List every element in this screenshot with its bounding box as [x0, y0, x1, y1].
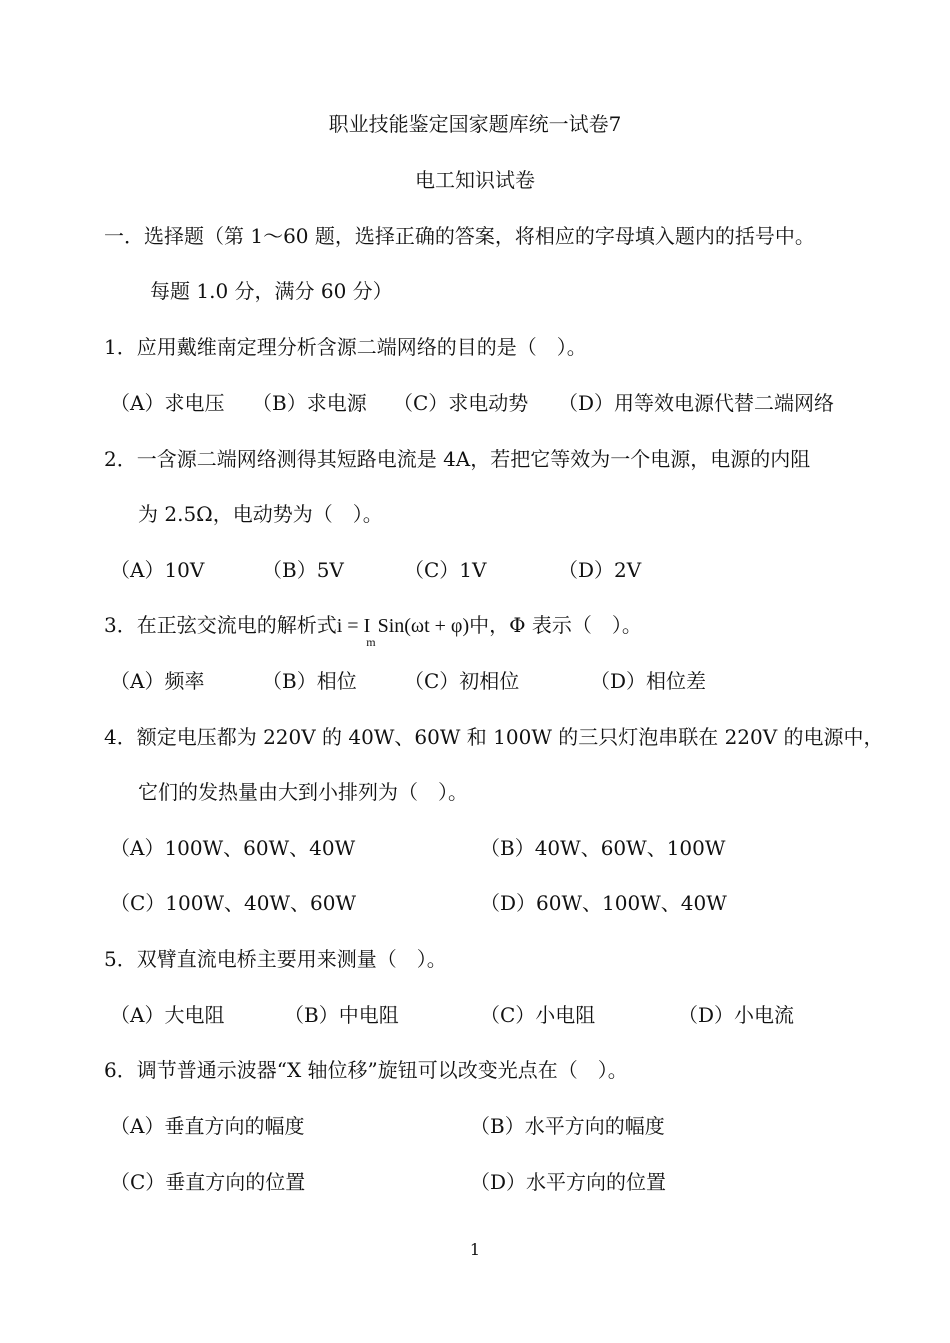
question-5-option-b: （B）中电阻: [284, 1003, 399, 1027]
question-4-option-b: （B）40W、60W、100W: [480, 836, 726, 860]
question-6-stem: 6．调节普通示波器“X 轴位移”旋钮可以改变光点在（ ）。: [104, 1058, 628, 1082]
question-3-formula-main: i = I: [336, 615, 371, 637]
exam-title: 职业技能鉴定国家题库统一试卷7: [328, 112, 622, 136]
question-3-option-a: （A）频率: [110, 669, 205, 693]
question-2-option-d: （D）2V: [558, 558, 642, 582]
question-4-option-a: （A）100W、60W、40W: [110, 836, 356, 860]
question-4-option-c: （C）100W、40W、60W: [110, 891, 357, 915]
section-note: 每题 1.0 分，满分 60 分）: [150, 279, 393, 303]
question-5-option-a: （A）大电阻: [110, 1003, 225, 1027]
question-3-stem: [104, 611, 642, 649]
question-2-stem-continued: 为 2.5Ω，电动势为（ ）。: [138, 502, 383, 526]
question-6-option-a: （A）垂直方向的幅度: [110, 1114, 305, 1138]
question-2-option-c: （C）1V: [404, 558, 487, 582]
section-heading: 一．选择题（第 1～60 题，选择正确的答案，将相应的字母填入题内的括号中。: [104, 224, 815, 248]
question-1-option-d: （D）用等效电源代替二端网络: [558, 391, 835, 415]
question-2-option-b: （B）5V: [262, 558, 344, 582]
question-2-option-a: （A）10V: [110, 558, 205, 582]
question-4-stem-continued: 它们的发热量由大到小排列为（ ）。: [138, 780, 468, 804]
question-4-option-d: （D）60W、100W、40W: [480, 891, 727, 915]
question-6-option-b: （B）水平方向的幅度: [470, 1114, 665, 1138]
question-3-formula-rest: Sin(ωt + φ): [377, 615, 470, 637]
question-6-option-c: （C）垂直方向的位置: [110, 1170, 306, 1194]
question-3-stem-prefix: 3．在正弦交流电的解析式: [104, 613, 337, 637]
question-5-option-d: （D）小电流: [678, 1003, 795, 1027]
question-1-option-a: （A）求电压: [110, 391, 225, 415]
question-1-option-b: （B）求电源: [252, 391, 367, 415]
question-1-option-c: （C）求电动势: [393, 391, 529, 415]
question-5-option-c: （C）小电阻: [480, 1003, 596, 1027]
question-3-stem-suffix: 中，Φ 表示（ ）。: [469, 613, 642, 637]
page-number: 1: [469, 1240, 481, 1259]
question-5-stem: 5．双臂直流电桥主要用来测量（ ）。: [104, 947, 447, 971]
question-2-stem: 2．一含源二端网络测得其短路电流是 4A，若把它等效为一个电源，电源的内阻: [104, 447, 811, 471]
question-1-stem: 1．应用戴维南定理分析含源二端网络的目的是（ ）。: [104, 335, 587, 359]
question-3-option-c: （C）初相位: [404, 669, 520, 693]
question-4-stem: 4．额定电压都为 220V 的 40W、60W 和 100W 的三只灯泡串联在 220V 的电源中，: [104, 725, 884, 749]
question-3-option-b: （B）相位: [262, 669, 357, 693]
question-6-option-d: （D）水平方向的位置: [470, 1170, 667, 1194]
exam-subtitle: 电工知识试卷: [415, 168, 535, 192]
question-3-formula-subscript: m: [366, 635, 376, 649]
question-3-option-d: （D）相位差: [590, 669, 707, 693]
